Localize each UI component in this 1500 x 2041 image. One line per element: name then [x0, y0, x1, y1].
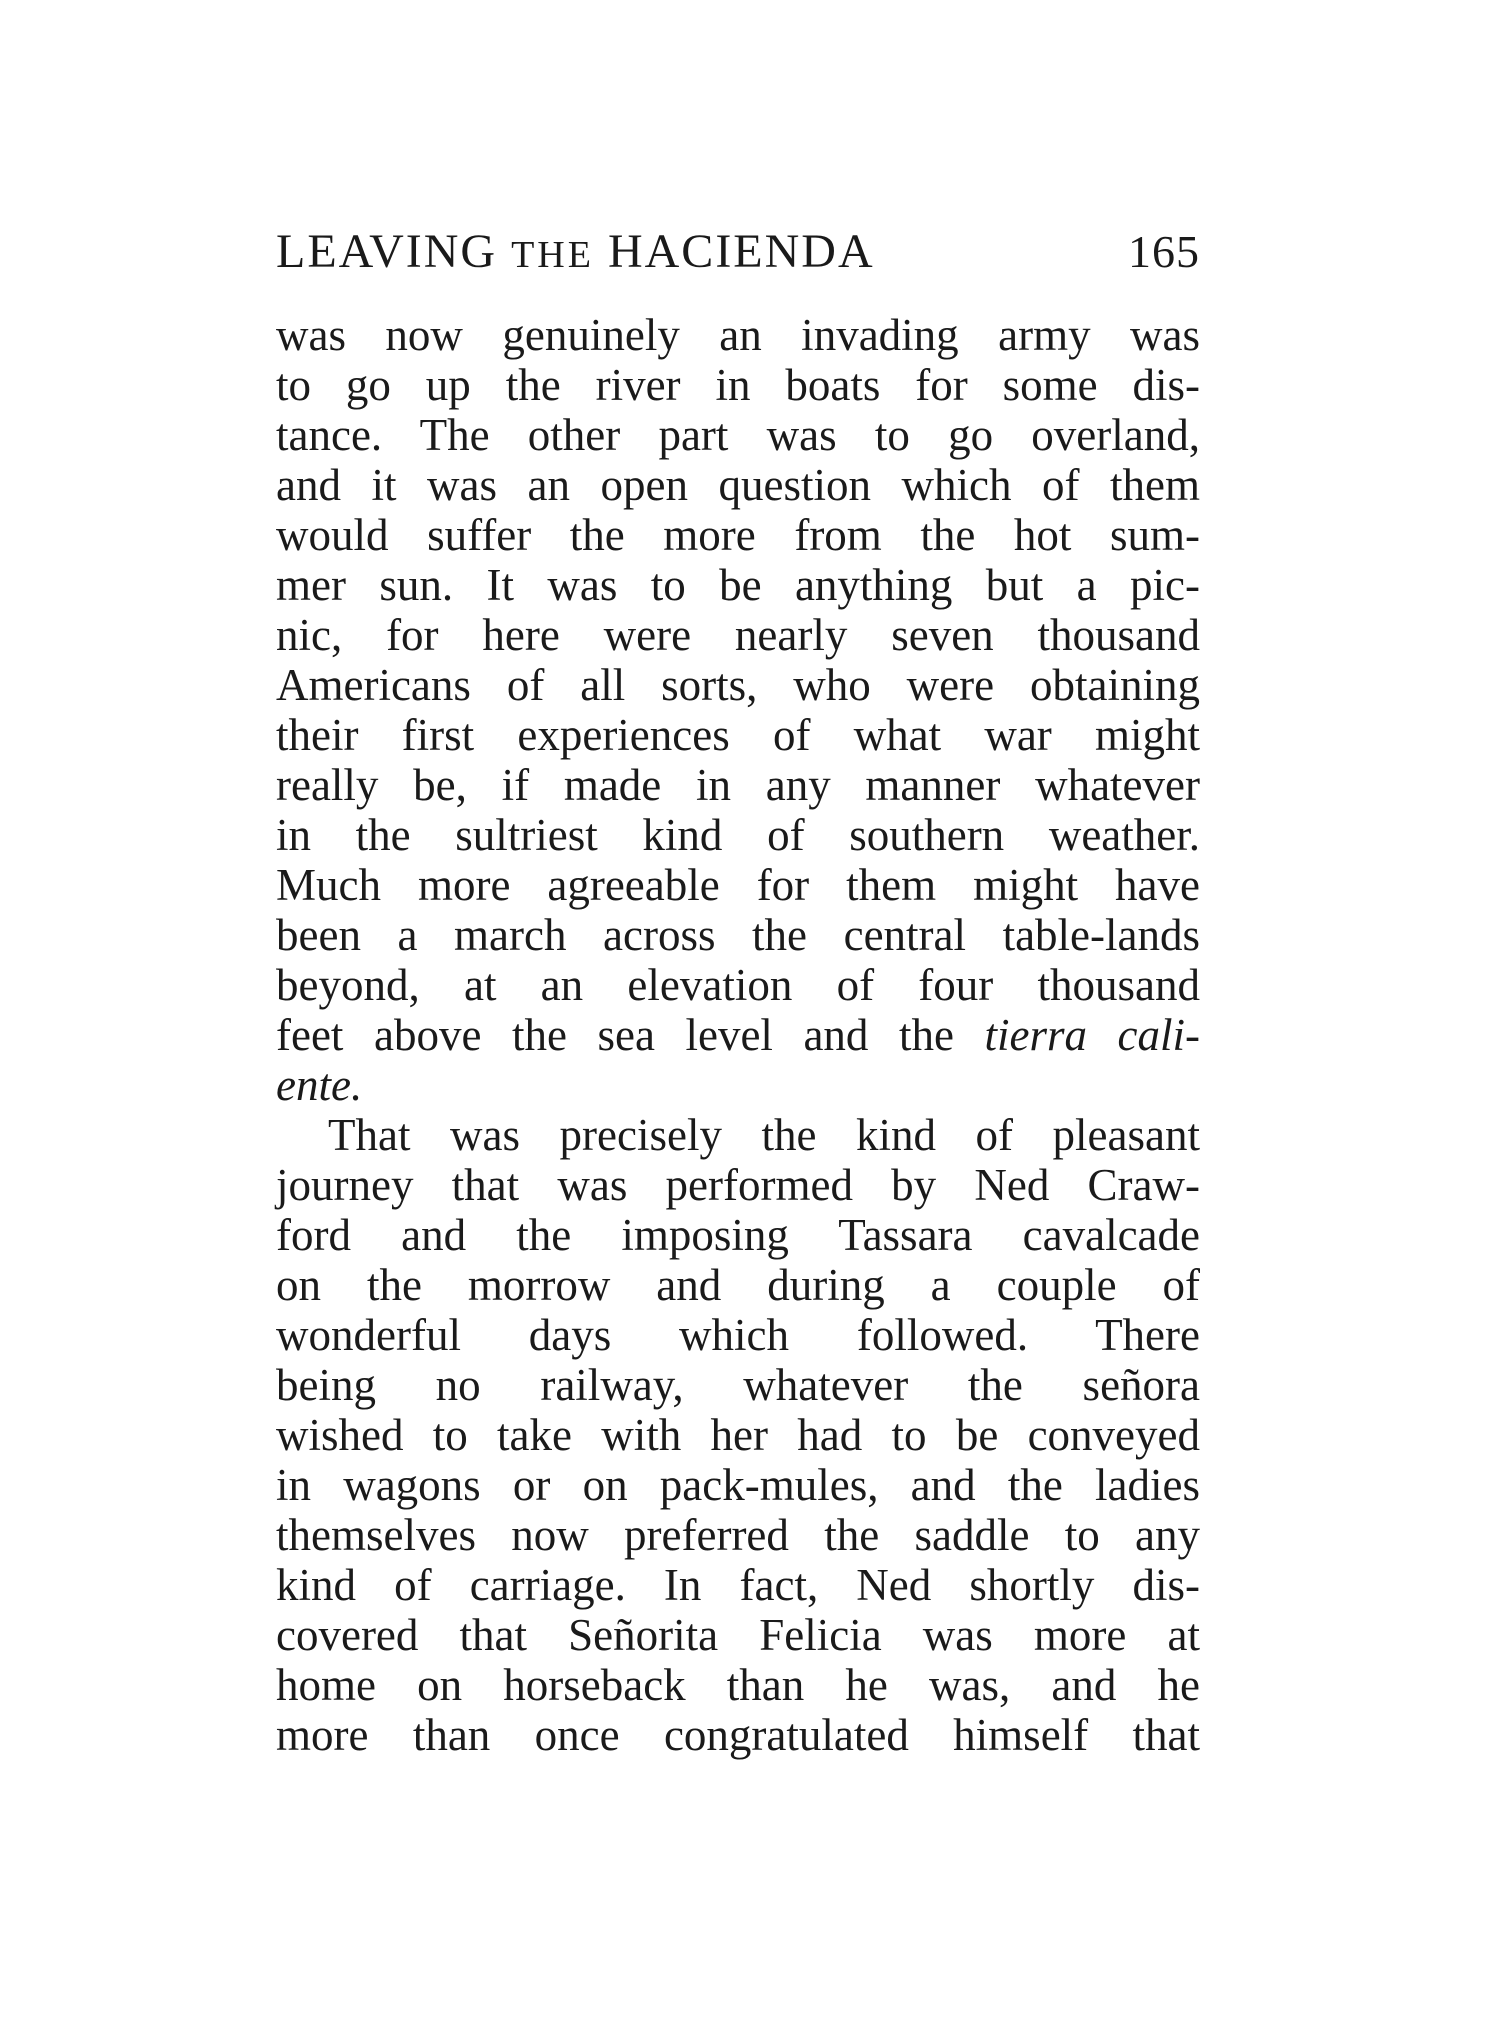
text-line: mer sun. It was to be anything but a pic-	[276, 560, 1200, 610]
text-line: That was precisely the kind of pleasant	[328, 1110, 1200, 1160]
body-text	[276, 310, 1200, 1760]
text-line: would suffer the more from the hot sum-	[276, 510, 1200, 560]
text-line: ford and the imposing Tassara cavalcade	[276, 1210, 1200, 1260]
text-line: really be, if made in any manner whatever	[276, 760, 1200, 810]
text-line: journey that was performed by Ned Craw-	[276, 1160, 1200, 1210]
paragraph-2	[276, 1110, 1200, 1760]
title-word-the: THE	[511, 234, 594, 276]
text-line: tance. The other part was to go overland,	[276, 410, 1200, 460]
text-line: beyond, at an elevation of four thousand	[276, 960, 1200, 1010]
text-line: home on horseback than he was, and he	[276, 1660, 1200, 1710]
text-line: wonderful days which followed. There	[276, 1310, 1200, 1360]
paragraph-1	[276, 310, 1200, 1110]
italic-phrase: tierra cali-	[984, 1010, 1201, 1060]
text-line-start: feet above the sea level and the	[276, 1010, 985, 1060]
text-line: nic, for here were nearly seven thousand	[276, 610, 1200, 660]
chapter-title	[276, 222, 875, 285]
text-line: been a march across the central table-lands	[276, 910, 1200, 960]
running-head	[276, 222, 1200, 282]
text-line: on the morrow and during a couple of	[276, 1260, 1200, 1310]
text-line: kind of carriage. In fact, Ned shortly dis-	[276, 1560, 1200, 1610]
text-line	[276, 1010, 1200, 1060]
title-word-hacienda: HACIENDA	[607, 225, 875, 278]
text-line: themselves now preferred the saddle to any	[276, 1510, 1200, 1560]
text-line: was now genuinely an invading army was	[276, 310, 1200, 360]
text-line: to go up the river in boats for some dis-	[276, 360, 1200, 410]
page-number: 165	[1128, 226, 1200, 277]
text-line: covered that Señorita Felicia was more at	[276, 1610, 1200, 1660]
book-page	[276, 222, 1200, 1760]
text-line: being no railway, whatever the señora	[276, 1360, 1200, 1410]
text-line: their first experiences of what war might	[276, 710, 1200, 760]
text-line: wished to take with her had to be conveyed	[276, 1410, 1200, 1460]
text-line: and it was an open question which of them	[276, 460, 1200, 510]
text-line: more than once congratulated himself that	[276, 1710, 1200, 1760]
text-line: ente.	[276, 1060, 363, 1110]
text-line: in the sultriest kind of southern weather.	[276, 810, 1200, 860]
text-line: Americans of all sorts, who were obtaining	[276, 660, 1200, 710]
text-line: in wagons or on pack-mules, and the ladies	[276, 1460, 1200, 1510]
title-word-leaving: LEAVING	[276, 225, 498, 278]
text-line: Much more agreeable for them might have	[276, 860, 1200, 910]
